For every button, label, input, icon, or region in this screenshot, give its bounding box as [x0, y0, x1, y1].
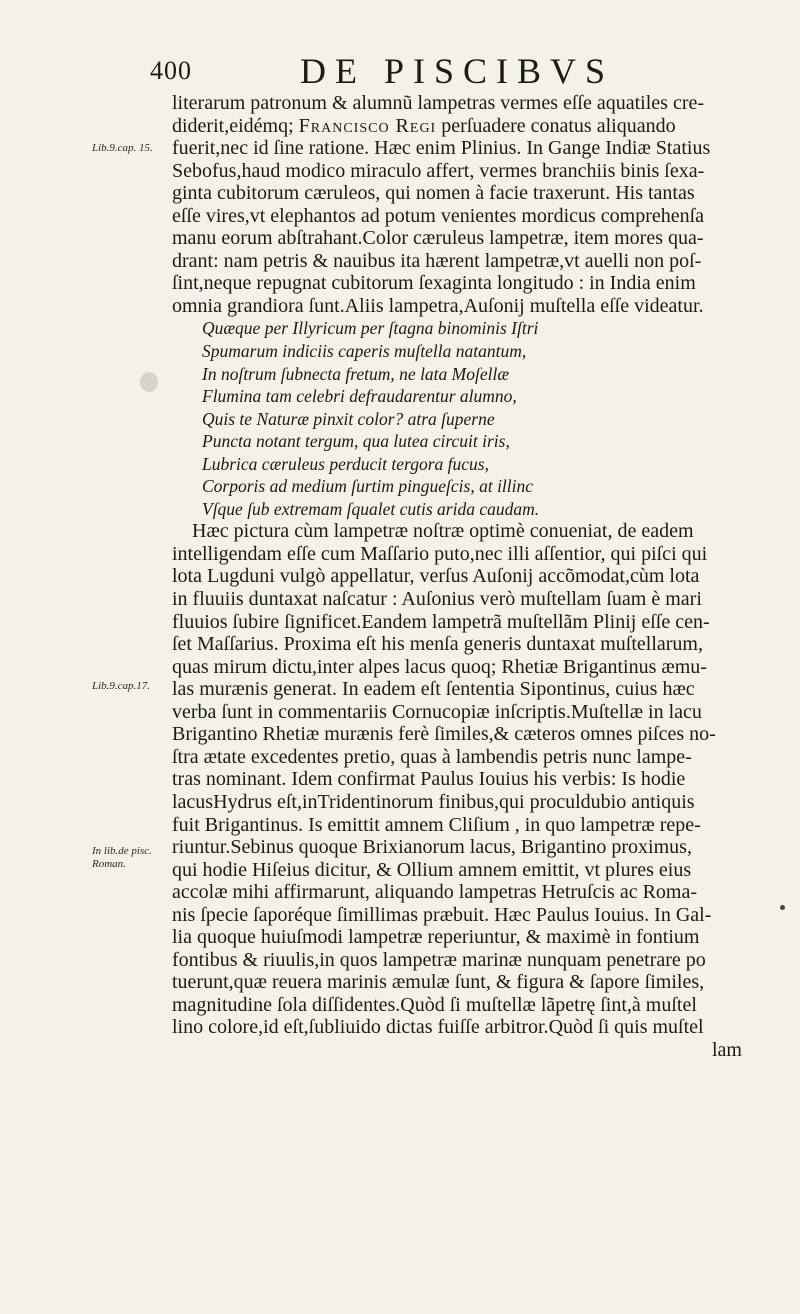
text-line: lino colore,id eſt,ſubliuido dictas fuiſſe arbitror.Quòd ſi quis muſtel	[172, 1016, 704, 1039]
text-line: lota Lugduni vulgò appellatur, verſus Auſonij accõmodat,cùm lota	[172, 565, 700, 588]
text-line: magnitudine ſola diſſidentes.Quòd ſi muſtellæ lãpetrę ſint,à muſtel	[172, 993, 697, 1016]
text-line: quas mirum dictu,inter alpes lacus quoq; Rhetiæ Brigantinus æmu-	[172, 655, 707, 678]
text-line: intelligendam eſſe cum Maſſario puto,nec illi aſſentior, qui piſci qui	[172, 542, 708, 565]
page-number: 400	[150, 56, 192, 85]
text-line: riuntur.Sebinus quoque Brixianorum lacus, Brigantino proximus,	[172, 836, 692, 859]
text-line: las murænis generat. In eadem eſt ſententia Sipontinus, cuius hæc	[172, 678, 695, 701]
text-line: ginta cubitorum cæruleos, qui nomen à facie traxerunt. His tantas	[172, 182, 695, 205]
text-fragment: diderit,eidémq;	[172, 114, 294, 137]
ink-dot	[780, 905, 785, 910]
text-line: fuit Brigantinus. Is emittit amnem Cliſium , in quo lampetræ repe-	[172, 813, 701, 836]
text-line: fontibus & riuulis,in quos lampetræ marinæ nunquam penetrare po	[172, 948, 706, 971]
text-line: manu eorum abſtrahant.Color cæruleus lampetræ, item mores qua-	[172, 227, 704, 250]
text-fragment: perſuadere conatus aliquando	[436, 114, 676, 137]
text-line: in fluuiis duntaxat naſcatur : Auſonius verò muſtellam ſuam è mari	[172, 588, 702, 611]
running-title: DE PISCIBVS	[300, 51, 615, 91]
verse-line: Spumarum indiciis caperis muſtella natantum,	[202, 341, 527, 362]
margin-note: In lib.de pisc. Roman.	[92, 845, 152, 870]
margin-note: Lib.9.cap.17.	[92, 680, 151, 692]
verse-line: Quæque per Illyricum per ſtagna binominis Iſtri	[202, 318, 539, 339]
verse-line: Quis te Naturæ pinxit color? atra ſuperne	[202, 408, 495, 429]
verse-line: Flumina tam celebri defraudarentur alumno,	[202, 386, 517, 407]
text-line: ſet Maſſarius. Proxima eſt his menſa generis duntaxat muſtellarum,	[172, 633, 703, 656]
verse-line: Vſque ſub extremam ſqualet cutis arida caudam.	[202, 498, 540, 519]
text-line: lia quoque huiuſmodi lampetræ reperiuntur, & maximè in fontium	[172, 926, 700, 949]
text-line: Sebofus,haud modico miraculo affert, vermes branchiis binis ſexa-	[172, 159, 705, 182]
verse-block	[172, 317, 762, 520]
text-line: Brigantino Rhetiæ murænis ferè ſimiles,& cæteros omnes piſces no-	[172, 723, 716, 746]
verse-line: Corporis ad medium ſurtim pingueſcis, at illinc	[202, 476, 534, 497]
text-line: Hæc pictura cùm lampetræ noſtræ optimè conueniat, de eadem	[192, 520, 694, 543]
text-line: verba ſunt in commentariis Cornucopiæ inſcriptis.Muſtellæ in lacu	[172, 700, 702, 723]
text-line: tras nominant. Idem confirmat Paulus Iouius his verbis: Is hodie	[172, 768, 686, 791]
verse-line: Puncta notant tergum, qua lutea circuit iris,	[202, 431, 510, 452]
text-line: qui hodie Hiſeius dicitur, & Ollium amnem emittit, vt plures eius	[172, 858, 692, 881]
page-header	[0, 50, 800, 96]
text-line: literarum patronum & alumnũ lampetras vermes eſſe aquatiles cre-	[172, 92, 705, 114]
text-line: tuerunt,quæ reuera marinis æmulæ ſunt, & figura & ſapore ſimiles,	[172, 971, 705, 994]
text-line: fuerit,nec id ſine ratione. Hæc enim Plinius. In Gange Indiæ Statius	[172, 137, 711, 160]
text-line: fluuios ſubire ſignificet.Eandem lampetrã muſtellãm Plinij eſſe cen-	[172, 610, 710, 633]
main-text	[172, 92, 762, 1062]
text-line: lacusHydrus eſt,inTridentinorum finibus,qui proculdubio antiquis	[172, 790, 695, 813]
paper-stain	[140, 372, 158, 392]
text-line: omnia grandiora ſunt.Aliis lampetra,Auſonij muſtella eſſe videatur.	[172, 294, 704, 317]
text-line: drant: nam petris & nauibus ita hærent lampetræ,vt auelli non poſ-	[172, 249, 702, 272]
verse-line: In noſtrum ſubnecta fretum, ne lata Moſellæ	[202, 363, 510, 384]
margin-note: Lib.9.cap. 15.	[92, 142, 153, 154]
text-line: nis ſpecie ſaporéque ſimillimas præbuit. Hæc Paulus Iouius. In Gal-	[172, 903, 712, 926]
catchword: lam	[712, 1038, 742, 1061]
text-line: ſint,neque repugnat cubitorum ſexaginta longitudo : in India enim	[172, 272, 696, 295]
text-line: ſtra ætate excedentes pretio, quas à lambendis petris nunc lampe-	[172, 745, 692, 768]
verse-line: Lubrica cæruleus perducit tergora fucus,	[202, 453, 489, 474]
text-line: accolæ mihi affirmarunt, aliquando lampetras Hetruſcis ac Roma-	[172, 881, 698, 904]
proper-name: Francisco Regi	[298, 114, 437, 137]
text-line	[172, 115, 762, 138]
text-line: eſſe vires,vt elephantos ad potum venientes mordicus comprehenſa	[172, 204, 705, 227]
